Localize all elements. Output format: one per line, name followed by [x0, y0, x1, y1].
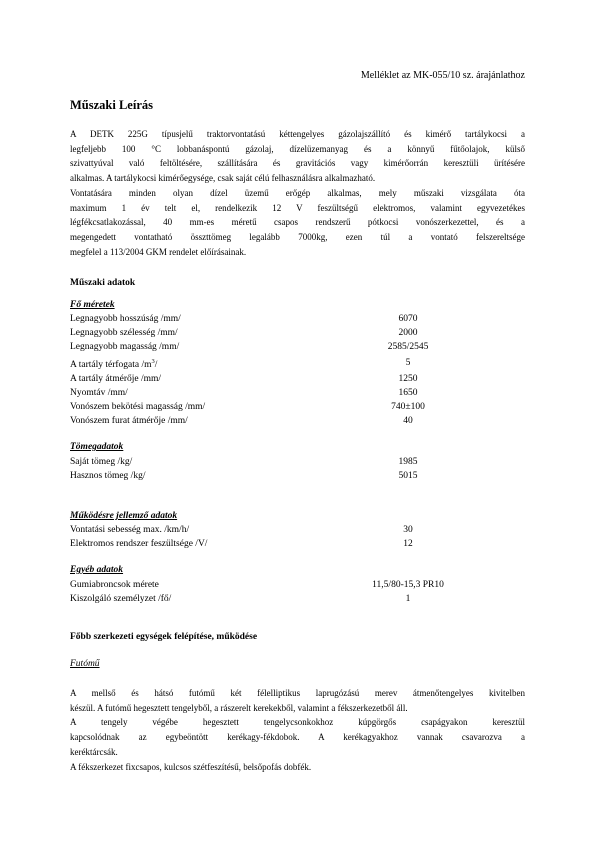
intro-paragraph [70, 127, 525, 259]
futomu-line: készül. A futómű hegesztett tengelyből, a rászerelt kerekekből, valamint a fékszerkezetből áll. [70, 702, 408, 713]
row-label: Gumiabroncsok mérete [70, 580, 159, 590]
row-label: Nyomtáv /mm/ [70, 388, 128, 398]
intro-line: légfékcsatlakozással, 40 mm-es méretű csapos rendszerű pótkocsi vonószerkezettel, és a [70, 217, 525, 228]
row-label: A tartály térfogata $/m^3/$ [70, 358, 158, 371]
row-label: Kiszolgáló személyzet /fő/ [70, 594, 172, 604]
group-heading-mass-data: Tömegadatok [70, 442, 124, 452]
row-value: 5015 [398, 471, 418, 481]
tech-data-heading: Műszaki adatok [70, 278, 136, 288]
row-label: Legnagyobb magasság /mm/ [70, 342, 180, 352]
data-row [70, 328, 550, 342]
row-value: 1 [405, 594, 411, 604]
data-row [70, 314, 550, 328]
row-value: 740±100 [391, 402, 425, 412]
data-row [70, 342, 550, 356]
data-row [70, 374, 550, 388]
data-row [70, 402, 550, 416]
row-value: 1250 [398, 374, 418, 384]
header-note: Melléklet az MK-055/10 sz. árajánlathoz [360, 70, 525, 81]
structure-heading: Főbb szerkezeti egységek felépítése, működése [70, 632, 258, 642]
futomu-line: A mellső és hátsó futómű két félelliptikus laprugózású merev átmenőtengelyes kivitelben [70, 688, 525, 698]
row-label: Legnagyobb szélesség /mm/ [70, 328, 178, 338]
row-label: Elektromos rendszer feszültsége /V/ [70, 539, 208, 549]
data-row [70, 388, 550, 402]
intro-line: megengedett vontatható összttömeg legalább 7000kg, ezen túl a vontató felszereltsége [70, 231, 525, 242]
row-value: 6070 [398, 314, 418, 324]
document-title: Műszaki Leírás [70, 98, 153, 112]
futomu-line: kapcsolódnak az egybeöntött kerékagy-fékdobok. A kerékagyakhoz vannak csavarozva a [70, 732, 525, 743]
row-value: 30 [403, 525, 413, 535]
row-value: 5 [405, 358, 411, 368]
intro-line: Vontatására minden olyan dízel üzemű erőgép alkalmas, mely műszaki vizsgálata óta [70, 187, 525, 198]
row-value: 12 [403, 539, 413, 549]
data-row [70, 358, 550, 372]
data-row [70, 471, 550, 485]
group-heading-main-dimensions: Fő méretek [70, 300, 115, 310]
intro-line: legfeljebb 100 °C lobbanáspontú gázolaj, dízelüzemanyag és a könnyű fűtőolajok, külső [70, 143, 525, 154]
row-value: 1650 [398, 388, 418, 398]
data-row [70, 594, 550, 608]
data-row [70, 416, 550, 430]
row-label: Legnagyobb hosszúság /mm/ [70, 314, 181, 324]
row-label: Hasznos tömeg /kg/ [70, 471, 146, 481]
group-heading-operating-data: Működésre jellemző adatok [70, 511, 178, 521]
intro-line: alkalmas. A tartálykocsi kimérőegysége, csak saját célú felhasználásra alkalmazható. [70, 173, 376, 184]
row-label: A tartály átmérője /mm/ [70, 374, 162, 384]
intro-line: maximum 1 év telt el, rendelkezik 12 V feszültségű elektromos, valamint egyvezetékes [70, 202, 525, 213]
row-value: 40 [403, 416, 413, 426]
row-label: Vontatási sebesség max. /km/h/ [70, 525, 190, 535]
futomu-line: A fékszerkezet fixcsapos, kulcsos szétfeszítésű, belsőpofás dobfék. [70, 761, 312, 772]
row-value: 11,5/80-15,3 PR10 [372, 580, 444, 590]
row-value: 2585/2545 [387, 342, 429, 352]
group-heading-other-data: Egyéb adatok [70, 565, 124, 575]
row-label: Saját tömeg /kg/ [70, 457, 133, 467]
intro-line: szivattyúval való feltöltésére, szállítására és gravitációs vagy kimérőorrán keresztüli ürítésére [70, 158, 525, 169]
row-label: Vonószem bekötési magasság /mm/ [70, 402, 206, 412]
futomu-heading: Futómű [70, 659, 100, 669]
data-row [70, 525, 550, 539]
futomu-line: keréktárcsák. [70, 746, 118, 757]
data-row [70, 580, 550, 594]
futomu-paragraph [70, 686, 525, 774]
data-row [70, 457, 550, 471]
row-value: 2000 [398, 328, 418, 338]
row-label: Vonószem furat átmérője /mm/ [70, 416, 188, 426]
intro-line: megfelel a 113/2004 GKM rendelet előírásainak. [70, 246, 247, 257]
intro-line: A DETK 225G típusjelű traktorvontatású kéttengelyes gázolajszállító és kimérő tartálykocsi a [70, 129, 525, 139]
data-row [70, 539, 550, 553]
row-value: 1985 [398, 457, 418, 467]
futomu-line: A tengely végébe hegesztett tengelycsonkokhoz kúpgörgős csapágyakon keresztül [70, 717, 525, 728]
